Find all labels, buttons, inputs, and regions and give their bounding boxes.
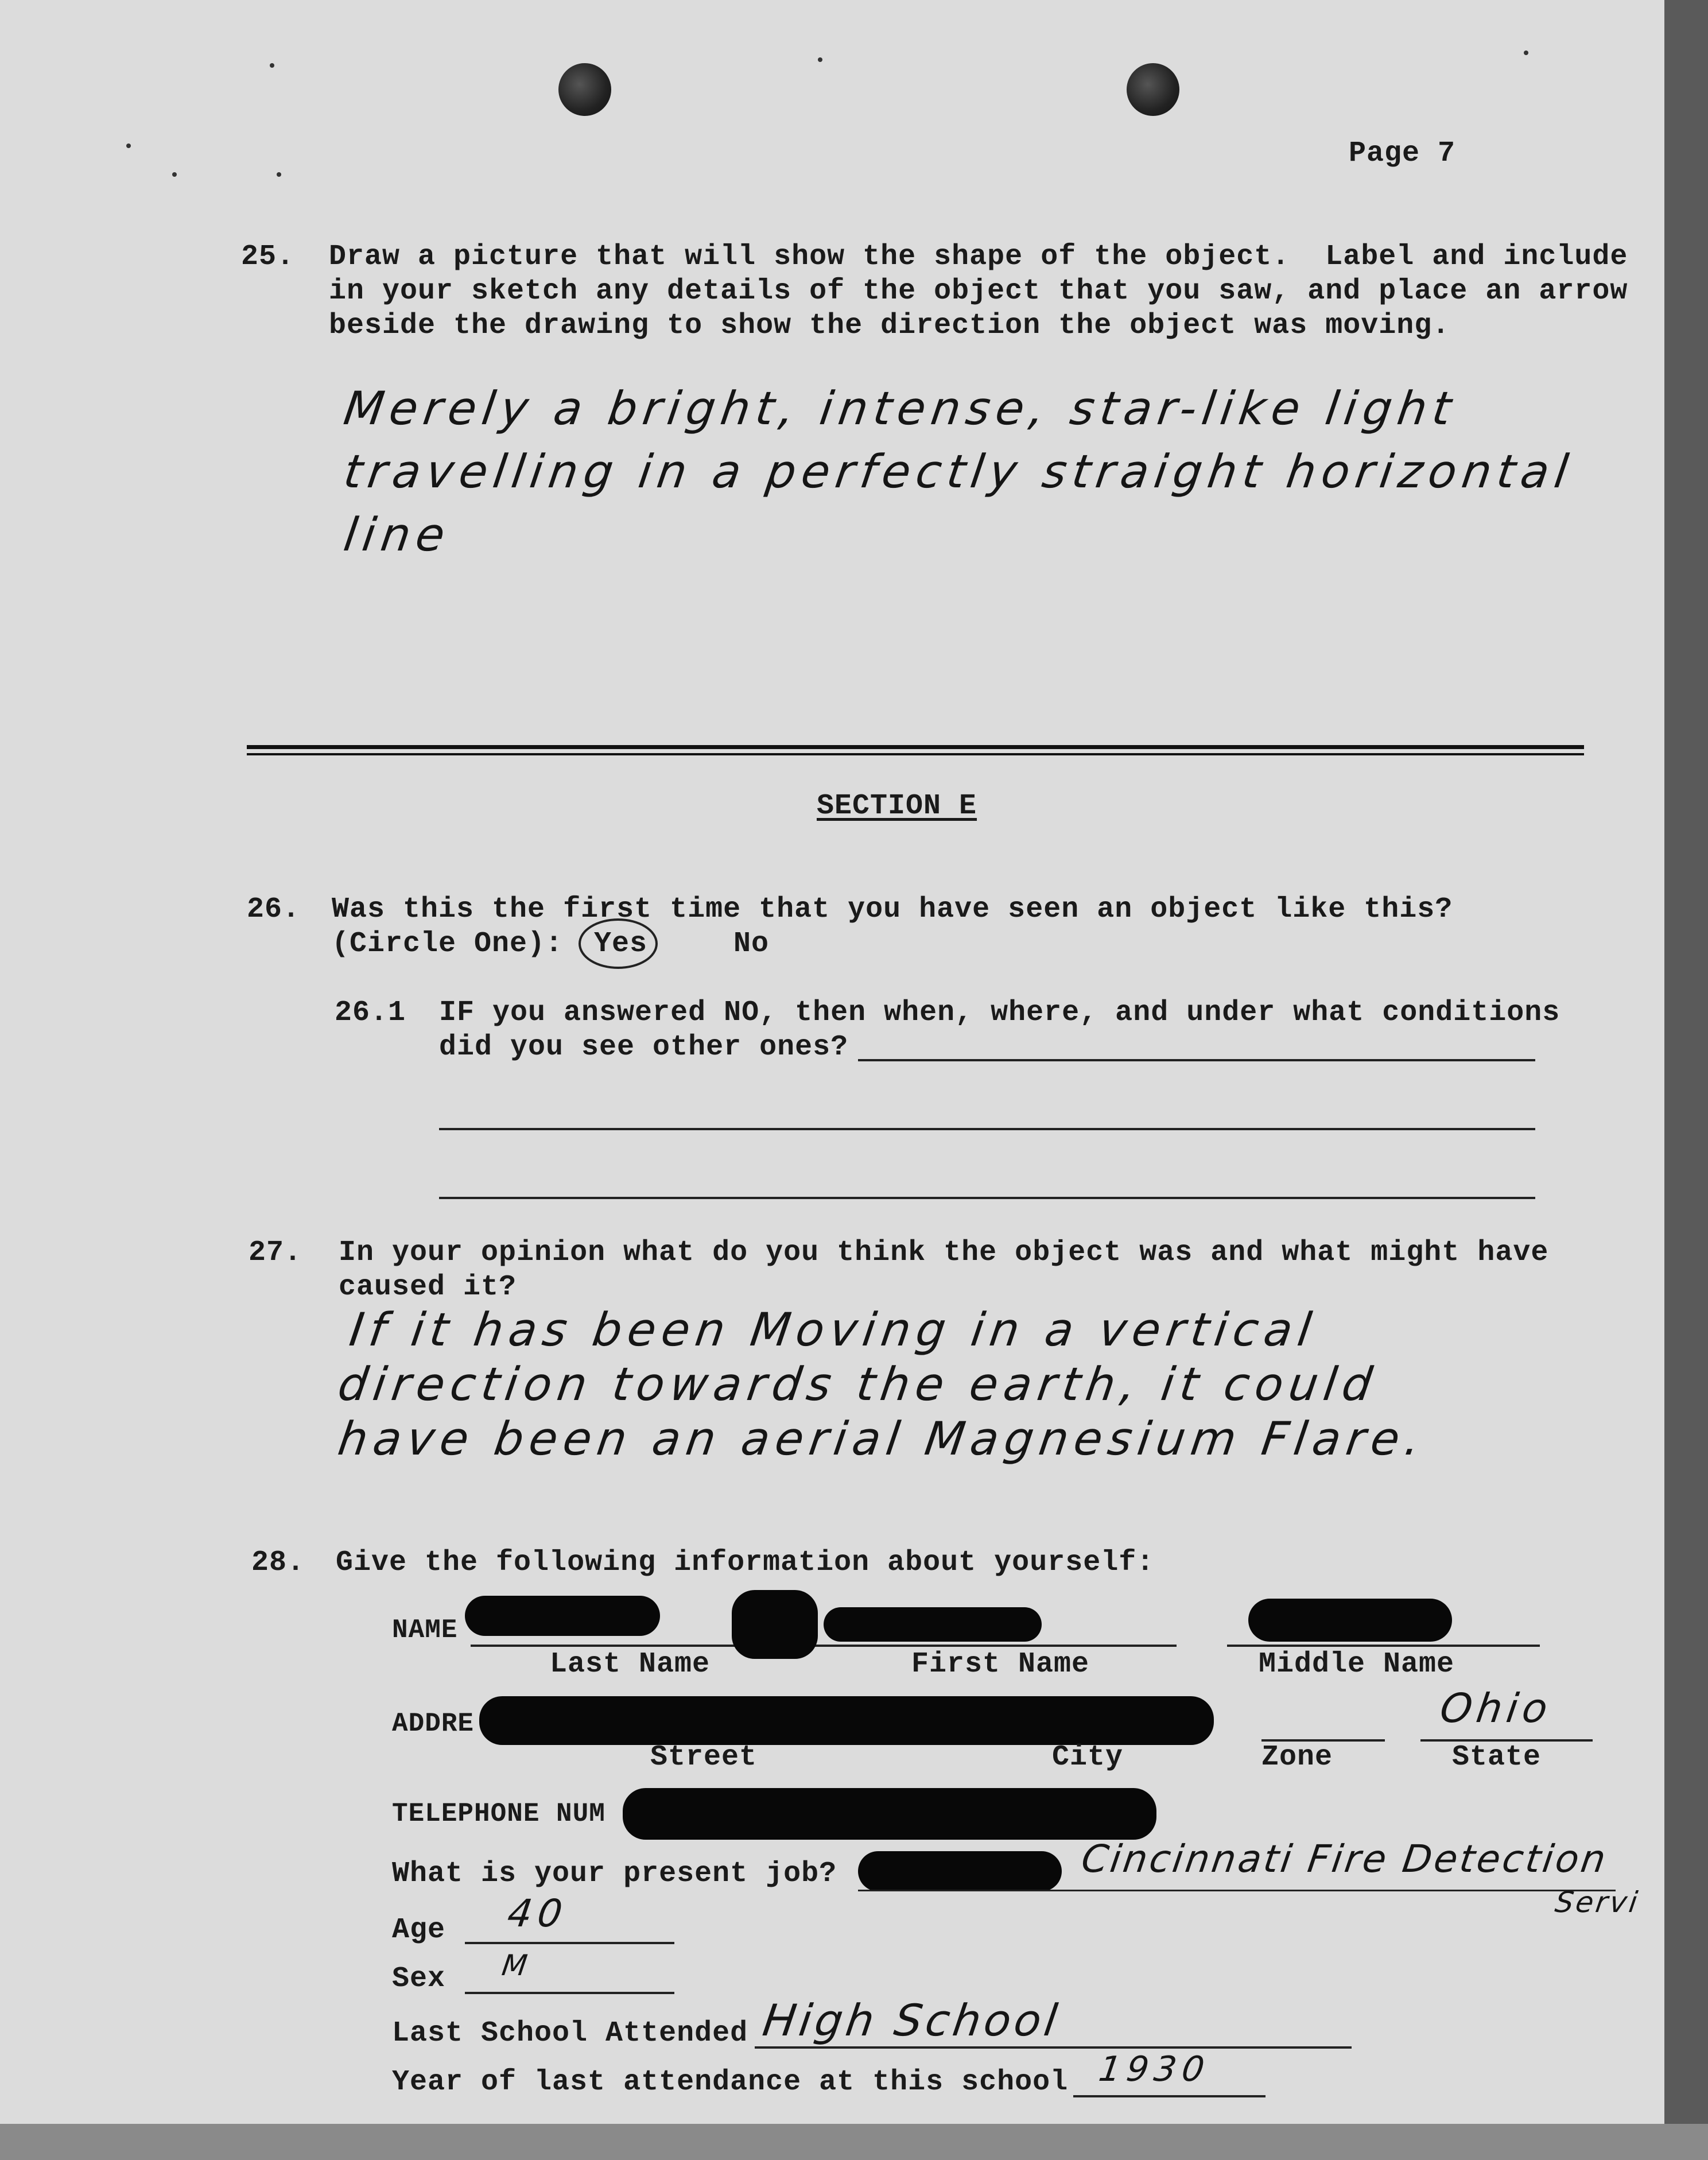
q27-handwritten-answer: have been an aerial Magnesium Flare. [335, 1412, 1430, 1465]
q25-handwritten-answer: line [340, 508, 454, 561]
q26-1-line: IF you answered NO, then when, where, and under what conditions [439, 996, 1561, 1029]
sex-handwritten-value: M [499, 1949, 535, 1982]
state-handwritten-value: Ohio [1437, 1685, 1555, 1732]
redaction [732, 1590, 818, 1659]
name-line [471, 1645, 1177, 1647]
q26-1-line: did you see other ones? [439, 1031, 849, 1064]
blank-answer-line [439, 1197, 1535, 1199]
job-label: What is your present job? [392, 1857, 837, 1890]
binder-hole-left [558, 63, 611, 116]
q25-handwritten-answer: Merely a bright, intense, star-like light [340, 382, 1461, 435]
job-handwritten-value: Cincinnati Fire Detection [1078, 1837, 1611, 1881]
school-line [755, 2046, 1352, 2049]
zone-caption: Zone [1261, 1741, 1333, 1774]
blank-answer-line [439, 1128, 1535, 1130]
q25-text-line: beside the drawing to show the direction the object was moving. [329, 309, 1450, 342]
section-divider [247, 753, 1584, 755]
q27-line: In your opinion what do you think the object was and what might have [339, 1236, 1549, 1269]
speck [126, 144, 131, 148]
last-name-caption: Last Name [550, 1648, 711, 1681]
q26-option-no: No [733, 928, 770, 960]
q25-text-line: in your sketch any details of the object that you saw, and place an arrow [329, 275, 1628, 308]
school-handwritten-value: High School [759, 1995, 1064, 2046]
first-name-caption: First Name [911, 1648, 1090, 1681]
redaction [479, 1696, 1214, 1745]
year-line [1073, 2095, 1266, 2097]
q25-handwritten-answer: travelling in a perfectly straight horizontal [340, 445, 1577, 498]
sex-line [465, 1992, 674, 1994]
age-label: Age [392, 1914, 446, 1946]
age-line [465, 1942, 674, 1944]
q26-number: 26. [247, 893, 301, 926]
page-edge [0, 2124, 1708, 2160]
redaction [1248, 1599, 1452, 1642]
blank-answer-line [858, 1059, 1535, 1061]
q25-text-line: Draw a picture that will show the shape of the object. Label and include [329, 241, 1628, 273]
school-label: Last School Attended [392, 2017, 748, 2050]
sex-label: Sex [392, 1963, 446, 1995]
page-edge [1664, 0, 1708, 2160]
section-divider [247, 745, 1584, 749]
speck [818, 57, 822, 62]
state-caption: State [1452, 1741, 1542, 1774]
redaction [623, 1788, 1156, 1840]
job-handwritten-value-cont: Servi [1552, 1886, 1642, 1919]
q25-number: 25. [241, 241, 295, 273]
city-caption: City [1052, 1741, 1124, 1774]
q27-number: 27. [249, 1236, 302, 1269]
age-handwritten-value: 40 [504, 1891, 571, 1936]
q26-option-yes: Yes [594, 928, 648, 960]
section-heading: SECTION E [817, 790, 977, 823]
name-label: NAME [392, 1615, 458, 1645]
year-label: Year of last attendance at this school [392, 2066, 1069, 2099]
redaction [824, 1607, 1042, 1642]
speck [277, 172, 281, 177]
speck [172, 172, 177, 177]
speck [1524, 51, 1528, 55]
street-caption: Street [650, 1741, 758, 1774]
middle-name-caption: Middle Name [1259, 1648, 1455, 1681]
q28-intro: Give the following information about yourself: [336, 1546, 1155, 1579]
binder-hole-right [1127, 63, 1179, 116]
middle-name-line [1227, 1645, 1540, 1647]
q27-handwritten-answer: If it has been Moving in a vertical [346, 1303, 1321, 1356]
q27-line: caused it? [339, 1271, 517, 1304]
q26-circle-prompt: (Circle One): [332, 928, 564, 960]
q26-1-number: 26.1 [335, 996, 406, 1029]
telephone-label: TELEPHONE NUM [392, 1799, 605, 1829]
q27-handwritten-answer: direction towards the earth, it could [335, 1358, 1381, 1411]
q26-question: Was this the first time that you have seen an object like this? [332, 893, 1453, 926]
redaction [465, 1596, 660, 1636]
speck [270, 63, 274, 68]
redaction [858, 1851, 1062, 1891]
address-label: ADDRE [392, 1709, 475, 1739]
job-line [858, 1890, 1616, 1891]
q28-number: 28. [251, 1546, 305, 1579]
year-handwritten-value: 1930 [1096, 2049, 1213, 2089]
page-number: Page 7 [1349, 137, 1456, 170]
answer-circle [579, 918, 658, 969]
